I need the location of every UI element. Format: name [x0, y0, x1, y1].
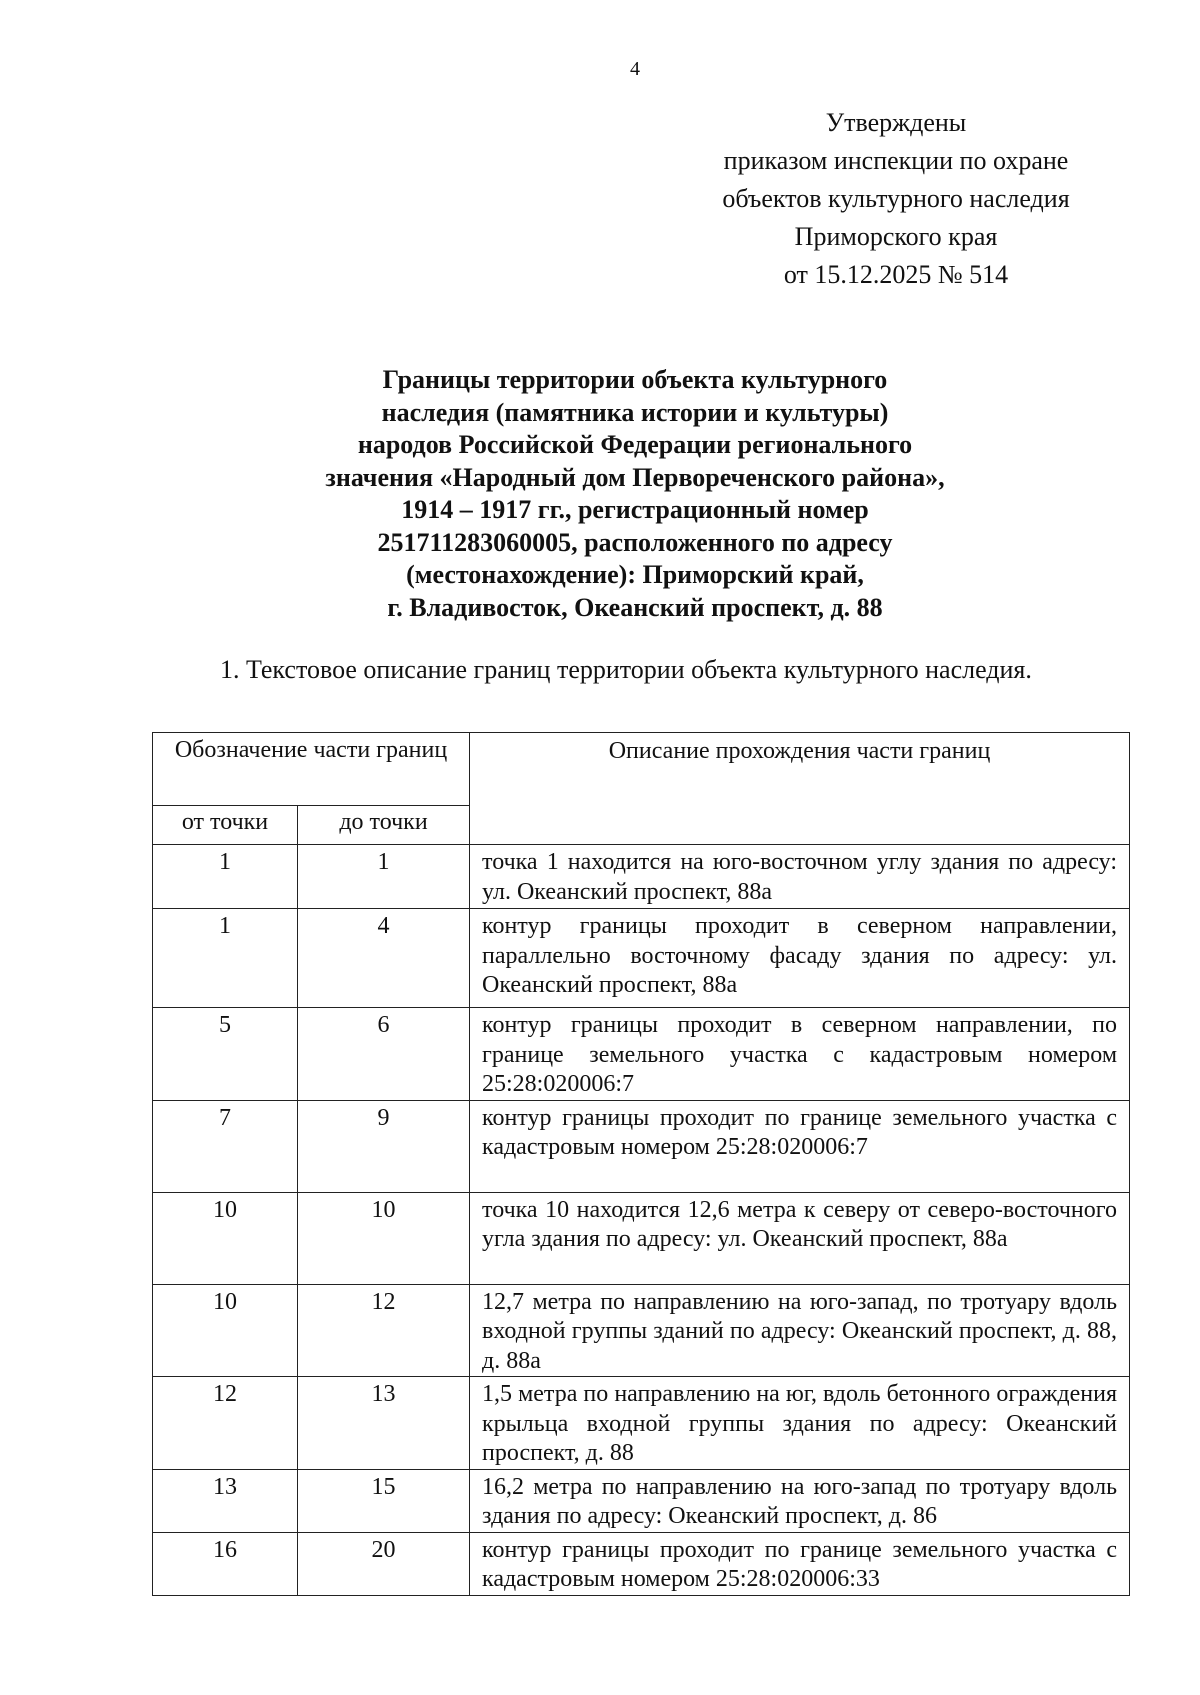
title-line: г. Владивосток, Океанский проспект, д. 88 — [387, 592, 883, 622]
from-point-cell: 13 — [153, 1469, 298, 1532]
description-cell: контур границы проходит по границе земельного участка с кадастровым номером 25:28:020006:7 — [470, 1100, 1130, 1192]
to-point-cell: 6 — [298, 1008, 470, 1101]
description-cell: точка 1 находится на юго-восточном углу здания по адресу: ул. Океанский проспект, 88а — [470, 845, 1130, 909]
description-cell: 1,5 метра по направлению на юг, вдоль бетонного ограждения крыльца входной группы здания по адресу: Океанский проспект, д. 88 — [470, 1377, 1130, 1470]
to-point-cell: 4 — [298, 909, 470, 1008]
approval-line: Приморского края — [794, 222, 998, 251]
title-line: 1914 – 1917 гг., регистрационный номер — [401, 495, 869, 524]
header-from-point: от точки — [153, 806, 298, 845]
from-point-cell: 5 — [153, 1008, 298, 1101]
from-point-cell: 10 — [153, 1284, 298, 1377]
approval-block — [676, 104, 1116, 294]
header-to-point: до точки — [298, 806, 470, 845]
title-line: (местонахождение): Приморский край, — [406, 560, 864, 589]
table-row — [153, 1377, 1130, 1470]
table-row — [153, 1284, 1130, 1377]
document-title — [215, 364, 1055, 624]
table-row — [153, 1469, 1130, 1532]
from-point-cell: 7 — [153, 1100, 298, 1192]
to-point-cell: 10 — [298, 1192, 470, 1284]
description-cell: 16,2 метра по направлению на юго-запад по тротуару вдоль здания по адресу: Океанский проспект, д. 86 — [470, 1469, 1130, 1532]
header-description: Описание прохождения части границ — [470, 733, 1130, 845]
title-line: Границы территории объекта культурного — [382, 365, 888, 394]
table-row — [153, 909, 1130, 1008]
description-cell: 12,7 метра по направлению на юго-запад, по тротуару вдоль входной группы зданий по адресу: Океанский проспект, д. 88, д. 88а — [470, 1284, 1130, 1377]
from-point-cell: 12 — [153, 1377, 298, 1470]
header-boundary-part: Обозначение части границ — [153, 733, 470, 806]
title-line: значения «Народный дом Первореченского района», — [325, 462, 945, 492]
to-point-cell: 9 — [298, 1100, 470, 1192]
description-cell: контур границы проходит в северном направлении, параллельно восточному фасаду здания по адресу: ул. Океанский проспект, 88а — [470, 909, 1130, 1008]
table-row — [153, 845, 1130, 909]
to-point-cell: 1 — [298, 845, 470, 909]
to-point-cell: 13 — [298, 1377, 470, 1470]
page-number: 4 — [630, 58, 640, 80]
from-point-cell: 10 — [153, 1192, 298, 1284]
title-line: 251711283060005, расположенного по адресу — [377, 527, 893, 557]
approval-line: Утверждены — [825, 108, 967, 137]
from-point-cell: 1 — [153, 845, 298, 909]
description-cell: контур границы проходит по границе земельного участка с кадастровым номером 25:28:020006:33 — [470, 1532, 1130, 1595]
approval-line: приказом инспекции по охране — [723, 146, 1069, 175]
from-point-cell: 1 — [153, 909, 298, 1008]
boundaries-table — [152, 732, 1130, 1596]
table-row — [153, 1008, 1130, 1101]
section-heading: 1. Текстовое описание границ территории объекта культурного наследия. — [220, 655, 1032, 684]
table-row — [153, 1192, 1130, 1284]
from-point-cell: 16 — [153, 1532, 298, 1595]
to-point-cell: 12 — [298, 1284, 470, 1377]
title-line: наследия (памятника истории и культуры) — [381, 397, 889, 427]
table-row — [153, 1100, 1130, 1192]
table-row — [153, 1532, 1130, 1595]
description-cell: контур границы проходит в северном направлении, по границе земельного участка с кадастровым номером 25:28:020006:7 — [470, 1008, 1130, 1101]
title-line: народов Российской Федерации регионального — [357, 430, 913, 459]
approval-line: от 15.12.2025 № 514 — [783, 260, 1009, 289]
to-point-cell: 15 — [298, 1469, 470, 1532]
to-point-cell: 20 — [298, 1532, 470, 1595]
approval-line: объектов культурного наследия — [722, 184, 1070, 213]
description-cell: точка 10 находится 12,6 метра к северу от северо-восточного угла здания по адресу: ул. Океанский проспект, 88а — [470, 1192, 1130, 1284]
